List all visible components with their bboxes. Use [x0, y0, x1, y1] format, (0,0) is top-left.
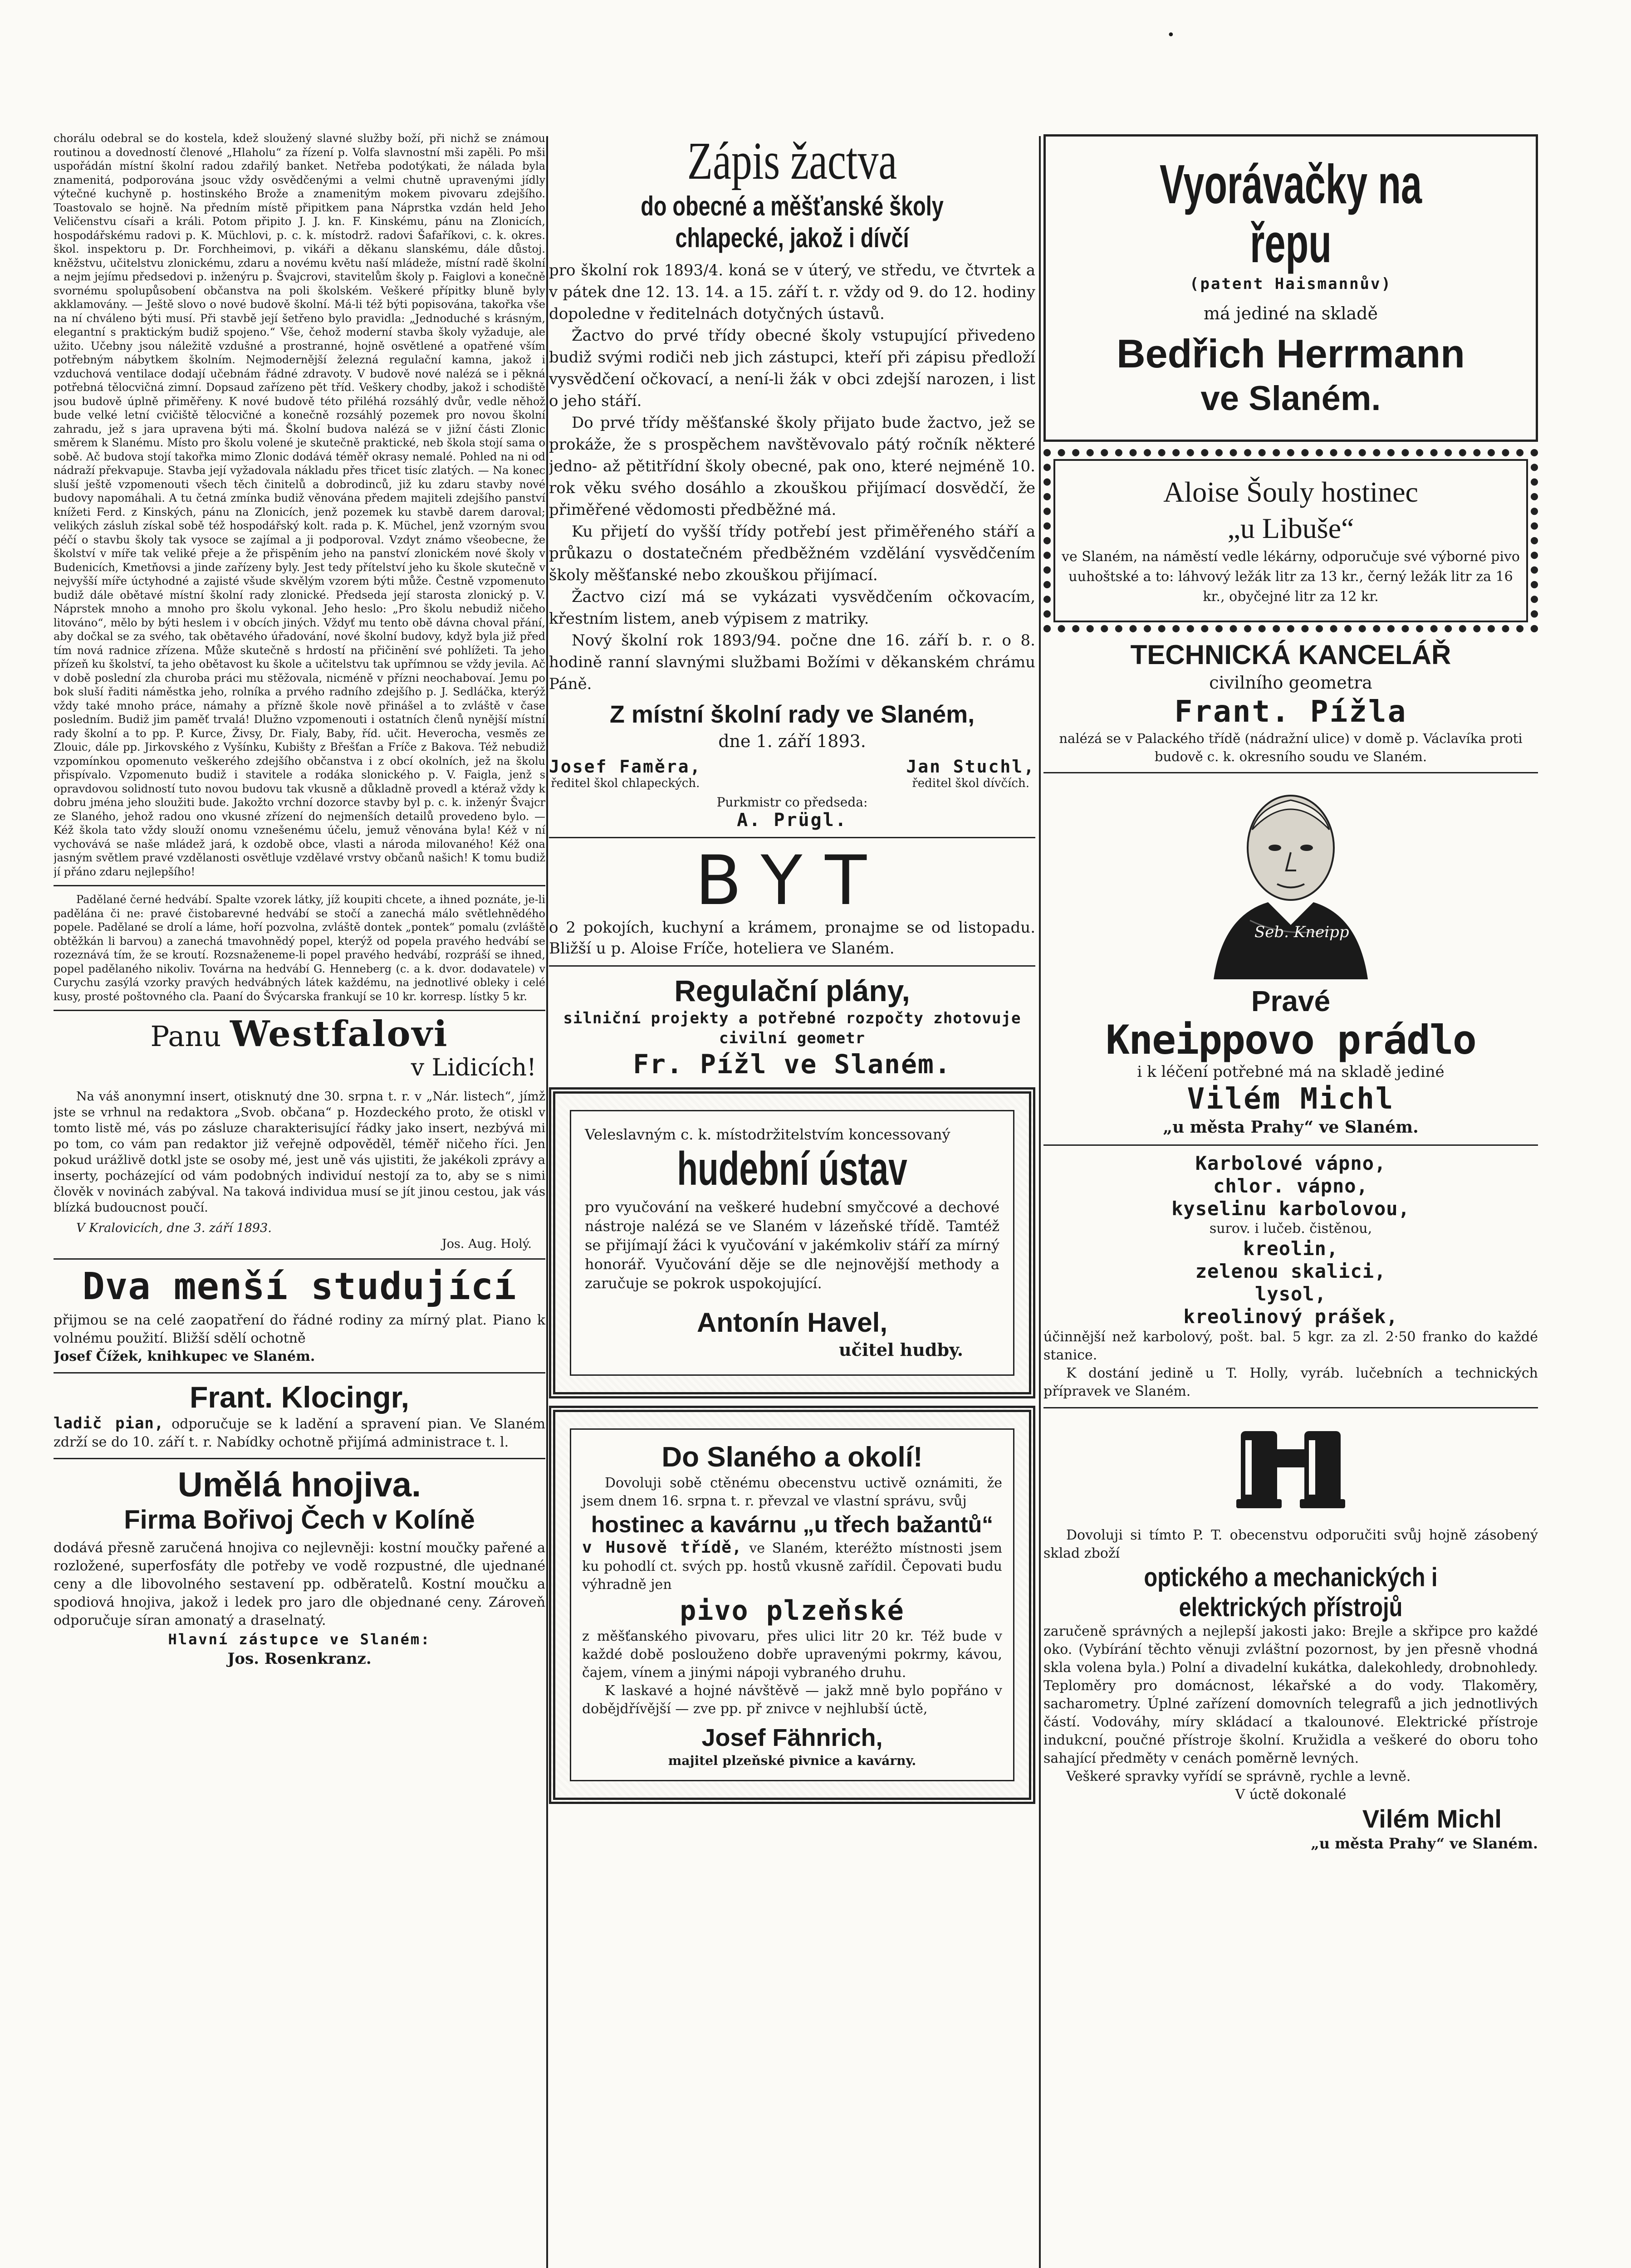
michl-name: Vilém Michl: [1187, 1082, 1395, 1116]
enrollment-paragraph: Ku přijetí do vyšší třídy potřebí jest přiměřeného stáří a průkazu o dostatečném předběžném vzdělání vysvědčením školy měšťanské nebo zkouškou přijímací.: [549, 523, 1035, 584]
libuse-name: „u Libuše“: [1227, 512, 1354, 544]
divider: [54, 1372, 545, 1374]
optics-text: Veškeré spravky vyřídí se správně, rychle a levně.: [1066, 1769, 1411, 1784]
fertilizer-agent: Jos. Rosenkranz.: [227, 1650, 372, 1668]
students-contact: Josef Čížek, knihkupec ve Slaném.: [54, 1349, 315, 1364]
binoculars-icon: [1232, 1422, 1350, 1513]
mayor-name: A. Prügl.: [737, 810, 847, 831]
libuse-inn-ad: [1043, 449, 1538, 632]
students-title: Dva menší studující: [82, 1265, 517, 1308]
inn-text: K laskavé a hojné návštěvě — jakž mně bylo popřáno v dobějdřívější — zve pp. př znivce v nejhlubší úctě,: [582, 1683, 1002, 1717]
michl-place: „u města Prahy“ ve Slaném.: [1163, 1118, 1419, 1137]
westfal-signature: Jos. Aug. Holý.: [441, 1237, 532, 1251]
beet-lifter-text: má jediné na skladě: [1204, 303, 1378, 323]
apartment-ad: [549, 841, 1035, 959]
music-title: hudební ústav: [677, 1143, 907, 1195]
divider: [549, 965, 1035, 967]
libuse-title: Aloise Šouly hostinec: [1163, 476, 1418, 508]
divider: [54, 1010, 545, 1011]
optics-name: Vilém Michl: [1362, 1804, 1502, 1833]
westfal-notice: [54, 1013, 545, 1252]
beet-lifter-name: Bedřich Herrmann: [1117, 331, 1465, 376]
divider: [1043, 1144, 1538, 1146]
mayor-label: Purkmistr co předseda:: [716, 795, 868, 810]
fertilizer-firm: Firma Bořivoj Čech v Kolíně: [124, 1505, 475, 1535]
klocingr-trade: ladič pian,: [54, 1414, 164, 1432]
divider: [549, 837, 1035, 838]
kneipp-title: Kneippovo prádlo: [1106, 1017, 1476, 1063]
silk-advertisement: Padělané černé hedvábí. Spalte vzorek látky, jíž koupiti chcete, a ihned poznáte, je-li padělána či ne: pravé čistobarevné hedvábí se stočí a zanechá málo světlehnědého popele. Padělané se drolí a láme, hoří pozvolna, zvláště dontek „pontek“ pomalu (zvláště obtěžkán li barvou) a zanechá tmavohnědý popel, kterýž od popela pravého hedvábí se rozeznává tím, že se kroutí. Rozsnaženeme-li popel pravého hedvábí, rozpráší se ihned, popel padělaného nikoliv. Továrna na hedvábí G. Henneberg (c. a k. dvor. dodavatele) v Curychu zasýlá vzorky pravých hedvábných látek každému, na jednotlivé obleky i celé kusy, prosté poštovného cla. Paaní do Švýcarska frankují se 10 kr. korresp. lístky 5 kr.: [54, 893, 545, 1003]
klocingr-ad: [54, 1380, 545, 1452]
chemical-item: chlor. vápno,: [1213, 1175, 1368, 1197]
school-article: chorálu odebral se do kostela, kdež sloužený slavné služby boží, při nichž se známou routinou a dovedností členové „Hlaholu“ za řízení p. Volfa slavnostní mši zapěli. Po mši uspořádán místní školní radou zdařilý banket. Netřeba podotýkati, že nálada byla znamenitá, podporována jsouc vždy osvědčenými a velmi chutně upravenými jídly výtečné kuchyně p. hostinského Brože a znamenitým mokem pivovaru zdejšího. Toastovalo se hojně. Na předním místě připitkem pana Náprstka vzdán held Jeho Veličenstvu císaři a králi. Potom připito J. J. kn. F. Kinskému, pánu na Zlonicích, hospodářskému radovi p. K. Müchlovi, p. c. k. místodrž. radovi Šafaříkovi, c. k. okres. škol. inspektoru p. Dr. Forchheimovi, p. vikáři a děkanu slanskému, dále důstoj. kněžstvu, učitelstvu zlonickému, zdaru a novému květu naší mládeže, místní radě školní a nejm jejímu předsedovi p. inženýru p. Švajcrovi, stavitelům školy p. Faiglovi a konečně svornému spolupůsobení občanstva na poli školském. Veškeré přípitky bluně byly akklamovány. — Ještě slovo o nové budově školní. Má-li též býti popisována, takořka vše na ní chváleno býti musí. Při stavbě její šetřeno bylo pravidla: „Jednoduché s krásným, elegantní s praktickým budiž spojeno.“ Vše, čehož moderní stavba školy vyžaduje, ale užito. Učebny jsou náležitě vzdušné a prostranné, hojně osvětlené a opatřené vším potřebným nábytkem školním. Nejmodernější železná regulační kamna, jakož i vzduchová ventilace dodají učebnám řádné zdravoty. V budově nové nalézá se i pěkná potřebná tělocvičná zimní. Dopsaud zařízeno pět tříd. Veškery chodby, jakož i schodiště jsou budově úplně přiměřeny. K nové budově této přiléhá rozsáhlý dvůr, vedle něhož bude velké letní cvičiště tělocvičné a konečně rozsáhlý pozemek pro novou školní zahradu, jež s jara upravena býti má. Školní budova nalézá se v jižní části Zlonic směrem k Slanému. Místo pro školu volené je skutečně praktické, neb škola stojí sama o sobě. Ač budova stojí takořka mimo Zlonic dodává téměř okrasy nemalé. Pohled na ni od nádraží překvapuje. Stavba její vyžadovala nákladu přes třicet tisíc zlatých. — Na konec sluší ještě vzpomenouti všech těch činitelů a dobrodinců, již ku zdaru stavby nové budovy napomáhali. A tu četná zmínka budiž věnována předem majiteli zdejšího panství knížeti Ferd. z Kinských, pánu na Zlonicích, jenž pozemek ku stavbě darem daroval; velikých zásluh získal sobě též hospodářský kolt. rada p. K. Müchel, jenž vzorným svou péčí o stavbu školy tak vysoce se zajímal a ji podporoval. Vzdyt známo všeobecne, že školství v míře tak veliké přeje a že přispěním jeho na panství zlonickém nové školy v Budenicích, Kmetňovsi a jinde zařízeny byly. Jest tedy přítelství jeho ku škole skutečně v nejvyšší míře úctyhodné a zajisté všude skvělým vzorem býti může. Čestně vzpomenuto budiž dále obětavé místní školní rady zlonické. Předseda její starosta zlonický p. V. Náprstek mnoho a mnoho pro školu vykonal. Jeho heslo: „Pro školu nebudiž ničeho litováno“, mělo by býti heslem i v obcích jiných. Vždyť mu tento obě dávna choval přání, aby dočkal se za svého, tak obětavého úřadování, nové školní budovy, když byla již před tím nová radnice zřízena. Může skutečně s hrdostí na přičinění své pohlížeti. Ta jeho přízeň ku školství, ta jeho obětavost ku škole a učitelstvu tak upřímnou se vždy jevila. Ač v době poslední zla churoba práci mu stěžovala, nicméně v přízni neochabovaí. Jemu po bok sluší řaditi náměstka jeho, rolníka a prvého radního zdejšího p. J. Sedláčka, kterýž vždy také mnoho práce, námahy a přízně škole nově přinášel a to zvláště v čase posledním. Budiž jim paměť trvalá! Dlužno vzpomenouti i ostatních členů nynější místní rady školní a to pp. P. Kurce, Živsy, Dr. Fialy, Baby, říd. učit. Heverocha, vesměs ze Zlouic, dále pp. Jirkovského z Vyšínku, Kubišty z Břešťan a Fríče z Bakova. Též nebudiž vzpomínkou opomenuto veškerého zdejšího občanstva i z obcí okolních, jež na školu přispívalo. Vzpomenuto budiž i stavitele a rodáka slonického p. V. Faigla, jenž s opravdovou solidností tuto novou budovu tak vkusně a důkladně provedl a ktéraž vždy k dobru jména jeho sloužiti bude. Jakožto vrchní dozorce stavby byl p. c. k. inženýr Švajcr ze Slaného, jehož radou ono vkusné zřízení do nejmenších detailů provedeno bylo. — Kéž škola tato vždy slouží onomu vznešenému účelu, jemuž věnována byla! Kéž v ní vychovává se naše mládež jará, k ozdobě obce, vlasti a národa milovaného! Kéž ona jasným světlem pravé vzdělanosti osvětluje vzdělavé vrstvy občanů našich! K tomu budiž jí přáno zdaru nejlepšího!: [54, 132, 545, 878]
music-intro: Veleslavným c. k. místodržitelstvím koncessovaný: [585, 1126, 950, 1143]
plans-name: Fr. Pížl ve Slaném.: [633, 1049, 951, 1080]
enrollment-paragraph: Do prvé třídy měšťanské školy přijato bude žactvo, jež se prokáže, že s prospěchem navštěvovalo pátý ročník některé jedno- až pětitřídní školy obecné, pak ono, které nejméně 10. rok věku svého dosáhlo a zkouškou přijímací dosvědčí, že přiměřené vědomosti předběžné má.: [549, 414, 1035, 519]
signature-name: Josef Faměra,: [549, 757, 702, 777]
tech-name: Frant. Pížla: [1174, 694, 1407, 729]
enrollment-paragraph: pro školní rok 1893/4. koná se v úterý, ve středu, ve čtvrtek a v pátek dne 12. 13. 14. a 15. září t. r. vždy od 9. do 12. hodiny dopoledne v ředitelnách dotyčných ústavů.: [549, 261, 1035, 323]
enrollment-subtitle-1: do obecné a měšťanské školy: [641, 191, 944, 221]
divider: [1043, 1407, 1538, 1408]
column-left: [54, 132, 545, 2268]
inn-beer: pivo plzeňské: [680, 1595, 905, 1627]
inn-owner-name: Josef Fähnrich,: [701, 1724, 883, 1751]
kneipp-text: i k léčení potřebné má na skladě jediné: [1137, 1063, 1445, 1081]
fertilizer-agent-label: Hlavní zástupce ve Slaném:: [168, 1631, 431, 1648]
westfal-name: Westfalovi: [230, 1013, 449, 1055]
inn-text: ve Slaném, kteréžto místnosti jsem ku pohodlí ct. svých pp. hostů vkusně zařídil. Čepovati budu výhradně jen: [582, 1540, 1002, 1593]
enrollment-from: Z místní školní rady ve Slaném,: [609, 701, 975, 728]
plans-text: silniční projekty a potřebné rozpočty zhotovuje civilní geometr: [563, 1009, 1021, 1047]
chemical-item: lysol,: [1255, 1283, 1327, 1305]
tech-role: civilního geometra: [1209, 673, 1372, 693]
westfal-place: v Lidicích!: [411, 1054, 536, 1081]
tech-title: TECHNICKÁ KANCELÁŘ: [1130, 640, 1451, 670]
beet-lifter-ad: [1043, 134, 1538, 442]
inn-ad: [549, 1406, 1035, 1804]
enrollment-title: Zápis žactva: [687, 132, 897, 191]
inn-street: v Husově třídě,: [582, 1538, 742, 1557]
libuse-text: ve Slaném, na náměstí vedle lékárny, odporučuje své výborné pivo uuhoštské a to: láhvový ležák litr za 13 kr., černý ležák litr za 16 kr., obyčejné litr za 12 kr.: [1062, 549, 1520, 605]
music-school-ad: [549, 1087, 1035, 1398]
enrollment-notice: [549, 132, 1035, 831]
klocingr-text: odporučuje se k ladění a spravení pian. Ve Slaném zdrží se do 10. září t. r. Nabídky ochotně přijímá administrace t. l.: [54, 1416, 545, 1450]
klocingr-name: Frant. Klocingr,: [189, 1380, 410, 1414]
optics-intro: Dovoluji si tímto P. T. obecenstvu odporučiti svůj hojně zásobený sklad zboží: [1043, 1527, 1538, 1561]
tech-text: nalézá se v Palackého třídě (nádražní ulice) v domě p. Václavíka proti budově c. k. okresního soudu ve Slaném.: [1059, 731, 1523, 764]
divider: [54, 1458, 545, 1459]
optics-place: „u města Prahy“ ve Slaném.: [1311, 1835, 1538, 1852]
beet-lifter-place: ve Slaném.: [1200, 379, 1381, 418]
column-divider-left: [546, 136, 548, 2268]
apartment-title: BYT: [695, 841, 889, 920]
optics-title: optického a mechanických i elektrických přístrojů: [1144, 1563, 1438, 1622]
students-ad: [54, 1266, 545, 1366]
fertilizer-ad: [54, 1466, 545, 1669]
chemical-item: kreolinový prášek,: [1183, 1305, 1398, 1328]
fertilizer-title: Umělá hnojiva.: [177, 1466, 421, 1504]
chemical-item: kyselinu karbolovou,: [1171, 1198, 1410, 1220]
chemicals-vendor: K dostání jedině u T. Holly, vyráb. lučebních a technických přípravek ve Slaném.: [1043, 1365, 1538, 1399]
students-text: přijmou se na celé zaopatření do řádné rodiny za mírný plat. Piano k volnému použití. Bližší sdělí ochotně: [54, 1312, 545, 1346]
divider: [1043, 772, 1538, 773]
beet-lifter-patent: (patent Haismannův): [1190, 275, 1392, 293]
enrollment-paragraph: Žactvo do prvé třídy obecné školy vstupující přivedeno budiž svými rodiči neb jich zástupci, kteří při zápisu předloží vysvědčení očkovací, a není-li žák v obci zdejší narozen, i list o jeho stáří.: [549, 327, 1035, 410]
optics-respect: V úctě dokonalé: [1235, 1787, 1347, 1803]
signature-block: [549, 757, 701, 790]
kneipp-signature: Seb. Kneipp: [1254, 923, 1349, 941]
signature-role: ředitel škol dívčích.: [912, 777, 1029, 790]
kneipp-genuine: Pravé: [1251, 985, 1331, 1017]
divider: [54, 885, 545, 886]
optics-text: zaručeně správných a nejlepší jakosti jako: Brejle a skřipce pro každé oko. (Vybírání těchto věnuji zvláštní pozornost, by jen přesně vhodná skla volena byla.) Polní a divadelní kukátka, dalekohledy, drobnohledy. Teploměry pro domácnost, lékařské a do vody. Tlakoměry, sacharometry. Úplné zařízení domovních telegrafů a jich jednotlivých částí. Vodováhy, míry skládací a tkalounové. Elektrické přístroje indukcní, poučné přístroje školní. Kružidla a veškeré do oboru toho sahající předměty v cenách poměrně levných.: [1043, 1623, 1538, 1766]
kneipp-portrait-image: [1195, 780, 1386, 979]
inn-text: z měšťanského pivovaru, přes ulici litr 20 kr. Též bude v každé době poslouženo dobře upravenými pokrmy, kávou, čajem, vínem a jinými nápoji vybraného druhu.: [582, 1628, 1002, 1681]
music-name: Antonín Havel,: [696, 1307, 888, 1338]
column-divider-right: [1039, 136, 1041, 2268]
enrollment-subtitle-2: chlapecké, jakož i dívčí: [675, 223, 909, 253]
signature-block: [906, 757, 1035, 790]
inn-title: Do Slaného a okolí!: [661, 1442, 923, 1473]
optics-ad: [1043, 1422, 1538, 1853]
column-right: [1043, 132, 1538, 2268]
chemical-item: Karbolové vápno,: [1195, 1152, 1386, 1174]
beet-lifter-title: Vyorávačky na řepu: [1159, 153, 1422, 274]
chemicals-text: účinnější než karbolový, pošt. bal. 5 kgr. za zl. 2·50 franko do každé stanice.: [1043, 1329, 1538, 1363]
music-role: učitel hudby.: [839, 1339, 963, 1360]
enrollment-paragraph: Nový školní rok 1893/94. počne dne 16. září b. r. o 8. hodině ranní slavnými službami Božími v děkanském chrámu Páně.: [549, 631, 1035, 693]
apartment-text: o 2 pokojích, kuchyní a krámem, pronajme se od listopadu. Bližší u p. Aloise Fríče, hoteliera ve Slaném.: [549, 919, 1035, 958]
chemicals-ad: [1043, 1152, 1538, 1401]
page-marker: •: [1167, 27, 1175, 43]
column-middle: [549, 132, 1035, 2268]
divider: [54, 1258, 545, 1260]
westfal-text: Na váš anonymní insert, otisknutý dne 30. srpna t. r. v „Nár. listech“, jímž jste se vrhnul na redaktora „Svob. občana“ p. Hozdeckého proto, že otiskl v tomto listě mé, vás po zásluze charakterisující řádky jako insert, nezbývá mi po tom, co vám pan redaktor již veřejně odpověděl, téměř ničeho říci. Jen pokud urážlivě dotkl jste se osoby mé, jest uně vás ujistiti, že jakékoli zprávy a inserty, pocházející od vám podobných individuí nestojí za to, aby se s nimi člověk v novinách zabýval. Na taková individua musí se jít jinou cestou, jak vás blízká budoucnost poučí.: [54, 1090, 545, 1215]
chemical-item: zelenou skalici,: [1195, 1260, 1386, 1282]
plans-ad: [549, 973, 1035, 1080]
enrollment-paragraph: Žactvo cizí má se vykázati vysvědčením očkovacím, křestním listem, aneb výpisem z matriky.: [549, 588, 1035, 628]
chemical-item: surov. i lučeb. čistěnou,: [1209, 1221, 1372, 1237]
kneipp-ad: [1043, 780, 1538, 1138]
chemical-item: kreolin,: [1243, 1237, 1339, 1260]
westfal-label: Panu: [150, 1020, 221, 1053]
technical-office-ad: [1043, 639, 1538, 766]
music-text: pro vyučování na veškeré hudební smyčcové a dechové nástroje nalézá se ve Slaném v lázeňské třídě. Tamtéž se přijímají žáci k vyučování v jakémkoliv stáří za mírný honorář. Vyučování děje se dle nejnovější methody a zaručuje se pokrok uspokojující.: [585, 1198, 999, 1292]
inn-owner-role: majitel plzeňské pivnice a kavárny.: [668, 1753, 916, 1768]
enrollment-date: dne 1. září 1893.: [718, 731, 866, 751]
westfal-place-date: V Kralovicích, dne 3. září 1893.: [76, 1221, 272, 1235]
signature-role: ředitel škol chlapeckých.: [551, 777, 700, 790]
plans-title: Regulační plány,: [674, 974, 910, 1007]
inn-hotel: hostinec a kavárnu „u třech bažantů“: [591, 1512, 994, 1537]
inn-text: Dovoluji sobě ctěnému obecenstvu uctivě oznámiti, že jsem dnem 16. srpna t. r. převzal ve vlastní správu, svůj: [582, 1475, 1002, 1509]
fertilizer-text: dodává přesně zaručená hnojiva co nejlevněji: kostní moučky pařené a rozložené, superfosfáty dle potřeby ve vodě rozpustné, dle ujednané ceny a dle libovolného sestavení pp. odběratelů. Kostní moučku a spodiová hnojiva, jakož i ledek pro jaro dle objednané ceny. Zároveň odporučuje síran amonatý a draselnatý.: [54, 1540, 545, 1628]
kneipp-portrait: [1195, 780, 1386, 979]
signature-name: Jan Stuchl,: [906, 757, 1035, 777]
